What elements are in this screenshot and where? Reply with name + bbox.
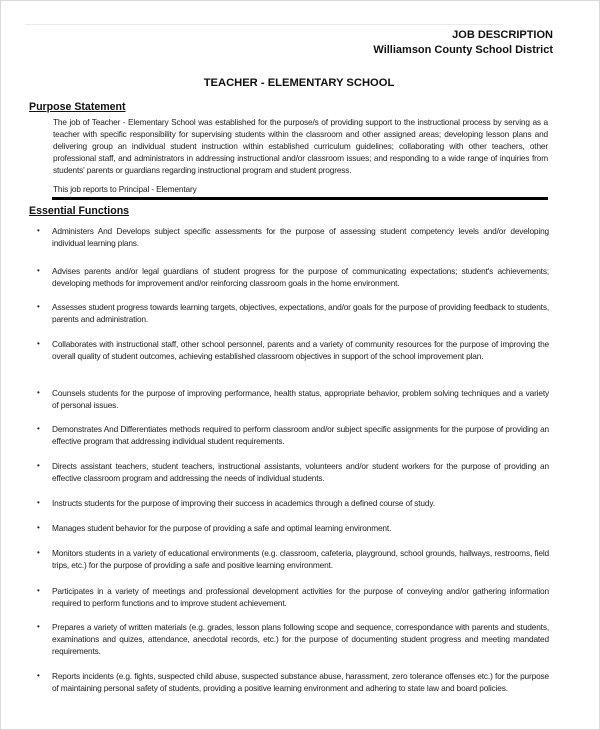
header-rule — [25, 24, 503, 25]
list-item: • Demonstrates And Differentiates methods required to perform classroom and/or subject specific assignments for the purpose of providing an effective program that addressing individual student requirements. — [37, 424, 549, 447]
list-item: • Directs assistant teachers, student teachers, instructional assistants, volunteers and/or student workers for the purpose of providing an effective classroom program and addressing the needs of individual students. — [37, 461, 549, 484]
bullet-icon: • — [37, 339, 40, 348]
list-item: • Advises parents and/or legal guardians of student progress for the purpose of communicating expectations; student's achievements; developing methods for improvement and/or reinforcing classroom goals in the home environment. — [37, 266, 549, 289]
bullet-icon: • — [37, 388, 40, 397]
list-item: • Counsels students for the purpose of improving performance, health status, appropriate behavior, problem solving techniques and a variety of personal issues. — [37, 388, 549, 411]
list-item: • Administers And Develops subject specific assessments for the purpose of assessing student competency levels and/or developing individual learning plans. — [37, 226, 549, 249]
district-name: Williamson County School District — [373, 44, 553, 56]
purpose-heading: Purpose Statement — [29, 101, 126, 113]
section-divider — [52, 197, 548, 200]
reports-to-line: This job reports to Principal - Elementary — [53, 184, 197, 194]
list-item: • Assesses student progress towards learning targets, objectives, expectations, and/or goals for the purpose of providing feedback to students, parents and administration. — [37, 302, 549, 325]
bullet-icon: • — [37, 548, 40, 557]
list-item: • Instructs students for the purpose of improving their success in academics through a defined course of study. — [37, 498, 435, 508]
bullet-icon: • — [37, 586, 40, 595]
bullet-icon: • — [37, 498, 40, 507]
page-title: TEACHER - ELEMENTARY SCHOOL — [203, 77, 395, 89]
list-item: • Participates in a variety of meetings and professional development activities for the purpose of conveying and/or gathering information required to perform functions and to improve student achievement. — [37, 586, 549, 609]
bullet-icon: • — [37, 622, 40, 631]
list-item: • Prepares a variety of written materials (e.g. grades, lesson plans following scope and sequence, correspondance with parents and students, examinations and quizes, attendance, anecdotal records, etc.) for the purpose of documenting student progress and meeting mandated requirements. — [37, 622, 549, 657]
essential-functions-heading: Essential Functions — [29, 205, 130, 217]
list-item: • Monitors students in a variety of educational environments (e.g. classroom, cafeteria, playground, school grounds, hallways, restrooms, field trips, etc.) for the purpose of providing a safe and positive learning environment. — [37, 548, 549, 571]
bullet-icon: • — [37, 302, 40, 311]
list-item: • Reports incidents (e.g. fights, suspected child abuse, suspected substance abuse, harassment, zero tolerance offenses etc.) for the purpose of maintaining personal safety of students, providing a positive learning environment and adhering to state law and board policies. — [37, 671, 549, 694]
bullet-icon: • — [37, 461, 40, 470]
bullet-icon: • — [37, 671, 40, 680]
bullet-icon: • — [37, 523, 40, 532]
bullet-icon: • — [37, 424, 40, 433]
doc-type-label: JOB DESCRIPTION — [452, 29, 553, 41]
list-item: • Collaborates with instructional staff, other school personnel, parents and a variety of community resources for the purpose of improving the overall quality of student outcomes, achieving established classroom objectives in support of the school improvement plan. — [37, 339, 549, 362]
bullet-icon: • — [37, 266, 40, 275]
bullet-icon: • — [37, 226, 40, 235]
list-item: • Manages student behavior for the purpose of providing a safe and optimal learning environment. — [37, 523, 392, 533]
purpose-paragraph: The job of Teacher - Elementary School was established for the purpose/s of providing support to the instructional process by serving as a teacher with specific responsibility for supervising students within the classroom and other assigned areas; developing lesson plans and delivering group an individual student instruction within established curriculum guidelines; collaborating with other teachers, other professional staff, and administrators in addressing instructional and/or classroom issues; and responding to a wide range of inquiries from students' parents or guardians regarding instructional program and student progress. — [53, 117, 548, 175]
